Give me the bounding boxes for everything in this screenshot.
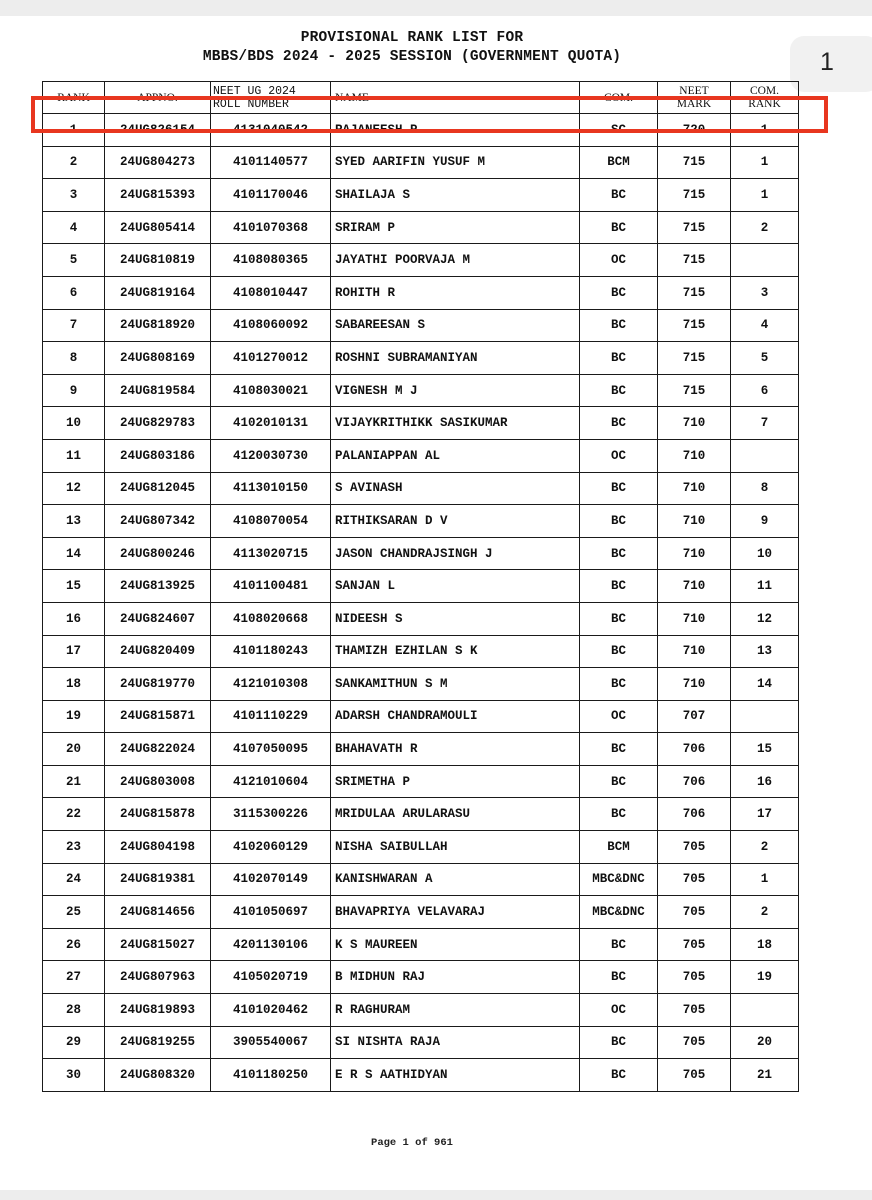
table-row (43, 1026, 799, 1059)
cell-neet-mark: 705 (658, 928, 731, 961)
cell-community: BC (580, 635, 658, 668)
cell-roll-number: 4102060129 (211, 831, 331, 864)
table-row (43, 276, 799, 309)
cell-name: SHAILAJA S (331, 179, 580, 212)
cell-appno: 24UG804273 (105, 146, 211, 179)
cell-community-rank: 8 (731, 472, 799, 505)
header-crank-line2: RANK (748, 98, 781, 110)
cell-neet-mark: 705 (658, 994, 731, 1027)
table-row (43, 505, 799, 538)
cell-name: E R S AATHIDYAN (331, 1059, 580, 1092)
cell-appno: 24UG824607 (105, 602, 211, 635)
cell-community: OC (580, 439, 658, 472)
cell-community-rank: 16 (731, 765, 799, 798)
page-number-badge-text: 1 (820, 48, 834, 76)
cell-rank: 12 (43, 472, 105, 505)
cell-neet-mark: 710 (658, 668, 731, 701)
cell-community: BC (580, 309, 658, 342)
table-row (43, 700, 799, 733)
table-body (43, 114, 799, 1092)
cell-neet-mark: 715 (658, 374, 731, 407)
cell-name: NISHA SAIBULLAH (331, 831, 580, 864)
cell-rank: 25 (43, 896, 105, 929)
header-community-rank (731, 82, 799, 114)
cell-neet-mark: 710 (658, 472, 731, 505)
document-page (0, 16, 872, 1190)
cell-name: SRIMETHA P (331, 765, 580, 798)
cell-rank: 22 (43, 798, 105, 831)
cell-rank: 19 (43, 700, 105, 733)
cell-rank: 8 (43, 342, 105, 375)
cell-roll-number: 4131040542 (211, 114, 331, 147)
cell-rank: 7 (43, 309, 105, 342)
cell-rank: 9 (43, 374, 105, 407)
header-roll-number (211, 82, 331, 114)
cell-community: BC (580, 179, 658, 212)
cell-community: BC (580, 505, 658, 538)
cell-name: VIJAYKRITHIKK SASIKUMAR (331, 407, 580, 440)
cell-community-rank: 2 (731, 896, 799, 929)
header-roll-line2: ROLL NUMBER (213, 98, 289, 111)
cell-community: BC (580, 342, 658, 375)
table-row (43, 994, 799, 1027)
table-row (43, 928, 799, 961)
cell-community: OC (580, 244, 658, 277)
cell-name: SYED AARIFIN YUSUF M (331, 146, 580, 179)
cell-name: KANISHWARAN A (331, 863, 580, 896)
cell-neet-mark: 715 (658, 146, 731, 179)
cell-community: BC (580, 472, 658, 505)
header-name: NAME (331, 82, 580, 114)
cell-community: BC (580, 1026, 658, 1059)
cell-roll-number: 4201130106 (211, 928, 331, 961)
cell-name: BHAVAPRIYA VELAVARAJ (331, 896, 580, 929)
cell-name: RAJANEESH P (331, 114, 580, 147)
cell-community: BCM (580, 146, 658, 179)
cell-community: BC (580, 602, 658, 635)
cell-appno: 24UG808320 (105, 1059, 211, 1092)
cell-community: BCM (580, 831, 658, 864)
cell-rank: 14 (43, 537, 105, 570)
header-appno: APPNO. (105, 82, 211, 114)
cell-neet-mark: 710 (658, 602, 731, 635)
cell-roll-number: 4108020668 (211, 602, 331, 635)
cell-appno: 24UG810819 (105, 244, 211, 277)
cell-neet-mark: 705 (658, 896, 731, 929)
cell-rank: 24 (43, 863, 105, 896)
table-row (43, 831, 799, 864)
cell-rank: 28 (43, 994, 105, 1027)
cell-community-rank: 19 (731, 961, 799, 994)
cell-appno: 24UG815027 (105, 928, 211, 961)
cell-roll-number: 4108070054 (211, 505, 331, 538)
cell-appno: 24UG819164 (105, 276, 211, 309)
cell-name: RITHIKSARAN D V (331, 505, 580, 538)
table-row (43, 668, 799, 701)
header-mark-line2: MARK (676, 98, 712, 110)
cell-rank: 20 (43, 733, 105, 766)
cell-community-rank: 1 (731, 146, 799, 179)
cell-community-rank: 9 (731, 505, 799, 538)
cell-community-rank: 12 (731, 602, 799, 635)
cell-community-rank (731, 700, 799, 733)
table-row (43, 114, 799, 147)
cell-roll-number: 4101020462 (211, 994, 331, 1027)
cell-name: JAYATHI POORVAJA M (331, 244, 580, 277)
cell-appno: 24UG812045 (105, 472, 211, 505)
header-mark-line1: NEET (679, 85, 709, 97)
cell-roll-number: 4101100481 (211, 570, 331, 603)
cell-name: ADARSH CHANDRAMOULI (331, 700, 580, 733)
cell-neet-mark: 707 (658, 700, 731, 733)
cell-community-rank (731, 244, 799, 277)
cell-rank: 11 (43, 439, 105, 472)
cell-neet-mark: 715 (658, 342, 731, 375)
cell-name: SABAREESAN S (331, 309, 580, 342)
cell-roll-number: 4113010150 (211, 472, 331, 505)
cell-community-rank: 7 (731, 407, 799, 440)
cell-community-rank: 2 (731, 831, 799, 864)
cell-rank: 2 (43, 146, 105, 179)
table-row (43, 863, 799, 896)
cell-appno: 24UG807963 (105, 961, 211, 994)
cell-rank: 23 (43, 831, 105, 864)
table-row (43, 374, 799, 407)
cell-rank: 5 (43, 244, 105, 277)
table-row (43, 570, 799, 603)
cell-community-rank: 15 (731, 733, 799, 766)
cell-community-rank (731, 994, 799, 1027)
cell-appno: 24UG818920 (105, 309, 211, 342)
table-row (43, 733, 799, 766)
cell-roll-number: 4120030730 (211, 439, 331, 472)
cell-rank: 10 (43, 407, 105, 440)
cell-rank: 6 (43, 276, 105, 309)
cell-community-rank: 1 (731, 863, 799, 896)
cell-rank: 18 (43, 668, 105, 701)
cell-neet-mark: 715 (658, 244, 731, 277)
cell-neet-mark: 706 (658, 765, 731, 798)
cell-name: THAMIZH EZHILAN S K (331, 635, 580, 668)
table-row (43, 439, 799, 472)
cell-community-rank: 4 (731, 309, 799, 342)
cell-community-rank: 17 (731, 798, 799, 831)
cell-rank: 17 (43, 635, 105, 668)
cell-community-rank: 3 (731, 276, 799, 309)
table-row (43, 179, 799, 212)
cell-roll-number: 4101180250 (211, 1059, 331, 1092)
cell-rank: 16 (43, 602, 105, 635)
cell-roll-number: 4101140577 (211, 146, 331, 179)
page-footer: Page 1 of 961 (371, 1137, 453, 1149)
cell-appno: 24UG815871 (105, 700, 211, 733)
table-row (43, 146, 799, 179)
cell-neet-mark: 710 (658, 635, 731, 668)
cell-appno: 24UG829783 (105, 407, 211, 440)
cell-appno: 24UG815878 (105, 798, 211, 831)
document-title-line1: PROVISIONAL RANK LIST FOR (300, 30, 524, 46)
cell-name: ROSHNI SUBRAMANIYAN (331, 342, 580, 375)
cell-name: BHAHAVATH R (331, 733, 580, 766)
cell-appno: 24UG808169 (105, 342, 211, 375)
cell-roll-number: 4101050697 (211, 896, 331, 929)
cell-roll-number: 4108030021 (211, 374, 331, 407)
cell-appno: 24UG819381 (105, 863, 211, 896)
cell-neet-mark: 705 (658, 831, 731, 864)
table-row (43, 1059, 799, 1092)
cell-name: SANJAN L (331, 570, 580, 603)
cell-community-rank: 6 (731, 374, 799, 407)
cell-community: BC (580, 407, 658, 440)
cell-neet-mark: 706 (658, 733, 731, 766)
page-number-badge (790, 36, 872, 92)
cell-community-rank: 13 (731, 635, 799, 668)
cell-name: S AVINASH (331, 472, 580, 505)
cell-appno: 24UG819255 (105, 1026, 211, 1059)
cell-neet-mark: 710 (658, 570, 731, 603)
cell-rank: 15 (43, 570, 105, 603)
cell-name: NIDEESH S (331, 602, 580, 635)
cell-roll-number: 4107050095 (211, 733, 331, 766)
cell-roll-number: 4101070368 (211, 211, 331, 244)
header-crank-line1: COM. (749, 85, 780, 97)
cell-community: BC (580, 668, 658, 701)
cell-appno: 24UG803008 (105, 765, 211, 798)
cell-community-rank (731, 439, 799, 472)
cell-appno: 24UG804198 (105, 831, 211, 864)
cell-name: B MIDHUN RAJ (331, 961, 580, 994)
cell-community-rank: 18 (731, 928, 799, 961)
cell-neet-mark: 705 (658, 1059, 731, 1092)
cell-appno: 24UG805414 (105, 211, 211, 244)
cell-appno: 24UG807342 (105, 505, 211, 538)
cell-community: OC (580, 994, 658, 1027)
table-row (43, 244, 799, 277)
cell-community-rank: 21 (731, 1059, 799, 1092)
cell-roll-number: 4102070149 (211, 863, 331, 896)
cell-appno: 24UG819770 (105, 668, 211, 701)
table-row (43, 342, 799, 375)
cell-rank: 4 (43, 211, 105, 244)
cell-roll-number: 4105020719 (211, 961, 331, 994)
cell-appno: 24UG814656 (105, 896, 211, 929)
cell-rank: 21 (43, 765, 105, 798)
cell-community: BC (580, 211, 658, 244)
cell-roll-number: 4108010447 (211, 276, 331, 309)
header-roll-line1: NEET UG 2024 (213, 85, 296, 98)
cell-community: BC (580, 765, 658, 798)
cell-name: JASON CHANDRAJSINGH J (331, 537, 580, 570)
cell-rank: 30 (43, 1059, 105, 1092)
cell-neet-mark: 710 (658, 407, 731, 440)
cell-roll-number: 3115300226 (211, 798, 331, 831)
cell-rank: 26 (43, 928, 105, 961)
cell-appno: 24UG803186 (105, 439, 211, 472)
cell-rank: 29 (43, 1026, 105, 1059)
table-header-row (43, 82, 799, 114)
document-title-line2: MBBS/BDS 2024 - 2025 SESSION (GOVERNMENT QUOTA) (202, 49, 622, 65)
cell-community-rank: 20 (731, 1026, 799, 1059)
cell-appno: 24UG822024 (105, 733, 211, 766)
cell-community: BC (580, 928, 658, 961)
cell-neet-mark: 705 (658, 1026, 731, 1059)
table-row (43, 407, 799, 440)
cell-community: SC (580, 114, 658, 147)
cell-name: PALANIAPPAN AL (331, 439, 580, 472)
cell-name: R RAGHURAM (331, 994, 580, 1027)
cell-community: BC (580, 537, 658, 570)
cell-community: OC (580, 700, 658, 733)
cell-neet-mark: 710 (658, 537, 731, 570)
cell-neet-mark: 715 (658, 276, 731, 309)
header-rank: RANK (43, 82, 105, 114)
cell-community-rank: 1 (731, 114, 799, 147)
cell-community: MBC&DNC (580, 863, 658, 896)
cell-community-rank: 1 (731, 179, 799, 212)
cell-appno: 24UG826154 (105, 114, 211, 147)
cell-roll-number: 4101110229 (211, 700, 331, 733)
cell-community: MBC&DNC (580, 896, 658, 929)
cell-name: VIGNESH M J (331, 374, 580, 407)
cell-community: BC (580, 733, 658, 766)
cell-community: BC (580, 570, 658, 603)
cell-rank: 1 (43, 114, 105, 147)
cell-roll-number: 4108060092 (211, 309, 331, 342)
table-row (43, 211, 799, 244)
table-row (43, 602, 799, 635)
cell-community: BC (580, 276, 658, 309)
cell-community: BC (580, 961, 658, 994)
cell-community-rank: 11 (731, 570, 799, 603)
cell-name: SANKAMITHUN S M (331, 668, 580, 701)
cell-name: SI NISHTA RAJA (331, 1026, 580, 1059)
cell-roll-number: 4108080365 (211, 244, 331, 277)
cell-roll-number: 4121010308 (211, 668, 331, 701)
cell-appno: 24UG800246 (105, 537, 211, 570)
cell-rank: 27 (43, 961, 105, 994)
cell-neet-mark: 705 (658, 961, 731, 994)
cell-community-rank: 5 (731, 342, 799, 375)
cell-appno: 24UG815393 (105, 179, 211, 212)
cell-roll-number: 4101180243 (211, 635, 331, 668)
cell-neet-mark: 715 (658, 309, 731, 342)
table-row (43, 798, 799, 831)
cell-neet-mark: 710 (658, 505, 731, 538)
table-row (43, 309, 799, 342)
cell-roll-number: 4101170046 (211, 179, 331, 212)
table-row (43, 472, 799, 505)
cell-neet-mark: 705 (658, 863, 731, 896)
cell-neet-mark: 715 (658, 179, 731, 212)
cell-neet-mark: 710 (658, 439, 731, 472)
cell-community-rank: 14 (731, 668, 799, 701)
cell-appno: 24UG819893 (105, 994, 211, 1027)
table-row (43, 896, 799, 929)
cell-name: ROHITH R (331, 276, 580, 309)
cell-appno: 24UG819584 (105, 374, 211, 407)
cell-roll-number: 4102010131 (211, 407, 331, 440)
cell-community: BC (580, 798, 658, 831)
table-row (43, 537, 799, 570)
table-row (43, 635, 799, 668)
cell-roll-number: 4113020715 (211, 537, 331, 570)
cell-neet-mark: 706 (658, 798, 731, 831)
cell-rank: 3 (43, 179, 105, 212)
header-neet-mark (658, 82, 731, 114)
cell-neet-mark: 715 (658, 211, 731, 244)
cell-community-rank: 10 (731, 537, 799, 570)
cell-roll-number: 4101270012 (211, 342, 331, 375)
rank-list-table (42, 81, 799, 1092)
cell-name: K S MAUREEN (331, 928, 580, 961)
cell-rank: 13 (43, 505, 105, 538)
cell-appno: 24UG813925 (105, 570, 211, 603)
cell-appno: 24UG820409 (105, 635, 211, 668)
cell-name: MRIDULAA ARULARASU (331, 798, 580, 831)
cell-roll-number: 4121010604 (211, 765, 331, 798)
table-row (43, 765, 799, 798)
cell-community: BC (580, 374, 658, 407)
cell-name: SRIRAM P (331, 211, 580, 244)
table-row (43, 961, 799, 994)
header-community: COM. (580, 82, 658, 114)
cell-community-rank: 2 (731, 211, 799, 244)
cell-roll-number: 3905540067 (211, 1026, 331, 1059)
cell-community: BC (580, 1059, 658, 1092)
cell-neet-mark: 720 (658, 114, 731, 147)
